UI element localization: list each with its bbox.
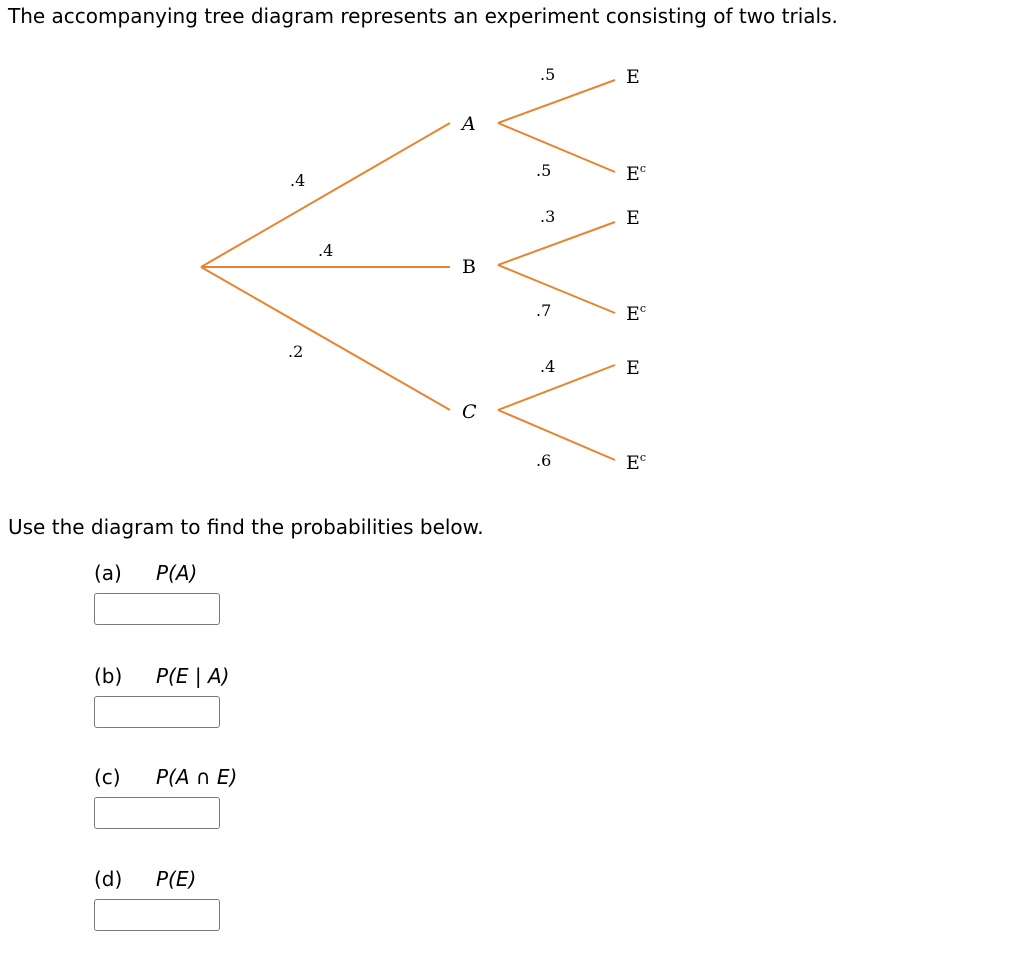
prob-c: .2 — [288, 342, 304, 361]
question-intro: The accompanying tree diagram represents an experiment consisting of two trials. — [8, 4, 838, 28]
branch-root-c — [201, 267, 450, 410]
question-d-label — [94, 867, 394, 893]
node-c: C — [462, 401, 477, 423]
question-b-label — [94, 664, 394, 690]
node-b: B — [462, 256, 476, 278]
part-label: (a) — [94, 561, 122, 585]
answer-input-c[interactable] — [94, 797, 220, 829]
question-a — [94, 561, 394, 625]
outcome-c-e: E — [626, 357, 640, 379]
question-c-label — [94, 765, 394, 791]
branch-b-ec — [498, 265, 615, 313]
prob-c-e: .4 — [540, 357, 556, 376]
prob-b-e: .3 — [540, 207, 556, 226]
prob-a-ec: .5 — [536, 161, 552, 180]
outcome-a-e: E — [626, 66, 640, 88]
branch-a-e — [498, 80, 615, 123]
part-label: (d) — [94, 867, 123, 891]
part-label: (b) — [94, 664, 123, 688]
prob-b-ec: .7 — [536, 301, 552, 320]
outcome-a-ec: $E^c$ — [626, 162, 647, 185]
probability-expression: P(E | A) — [156, 664, 230, 688]
prob-b: .4 — [318, 241, 334, 260]
branch-b-e — [498, 222, 615, 265]
probability-expression: P(E) — [156, 867, 197, 891]
answer-input-d[interactable] — [94, 899, 220, 931]
prob-c-ec: .6 — [536, 451, 552, 470]
answer-input-a[interactable] — [94, 593, 220, 625]
outcome-c-ec: $E^c$ — [626, 451, 647, 474]
question-d — [94, 867, 394, 931]
question-b — [94, 664, 394, 728]
branch-c-e — [498, 365, 615, 410]
outcome-b-ec: $E^c$ — [626, 302, 647, 325]
outcome-b-e: E — [626, 207, 640, 229]
answer-input-b[interactable] — [94, 696, 220, 728]
branch-a-ec — [498, 123, 615, 172]
part-label: (c) — [94, 765, 121, 789]
branch-c-ec — [498, 410, 615, 460]
prob-a-e: .5 — [540, 65, 556, 84]
question-c — [94, 765, 394, 829]
probability-expression: P(A ∩ E) — [156, 765, 238, 789]
question-a-label — [94, 561, 394, 587]
node-a: A — [462, 113, 476, 135]
probability-expression: P(A) — [156, 561, 198, 585]
prob-a: .4 — [290, 171, 306, 190]
instructions: Use the diagram to find the probabilities below. — [8, 515, 484, 539]
